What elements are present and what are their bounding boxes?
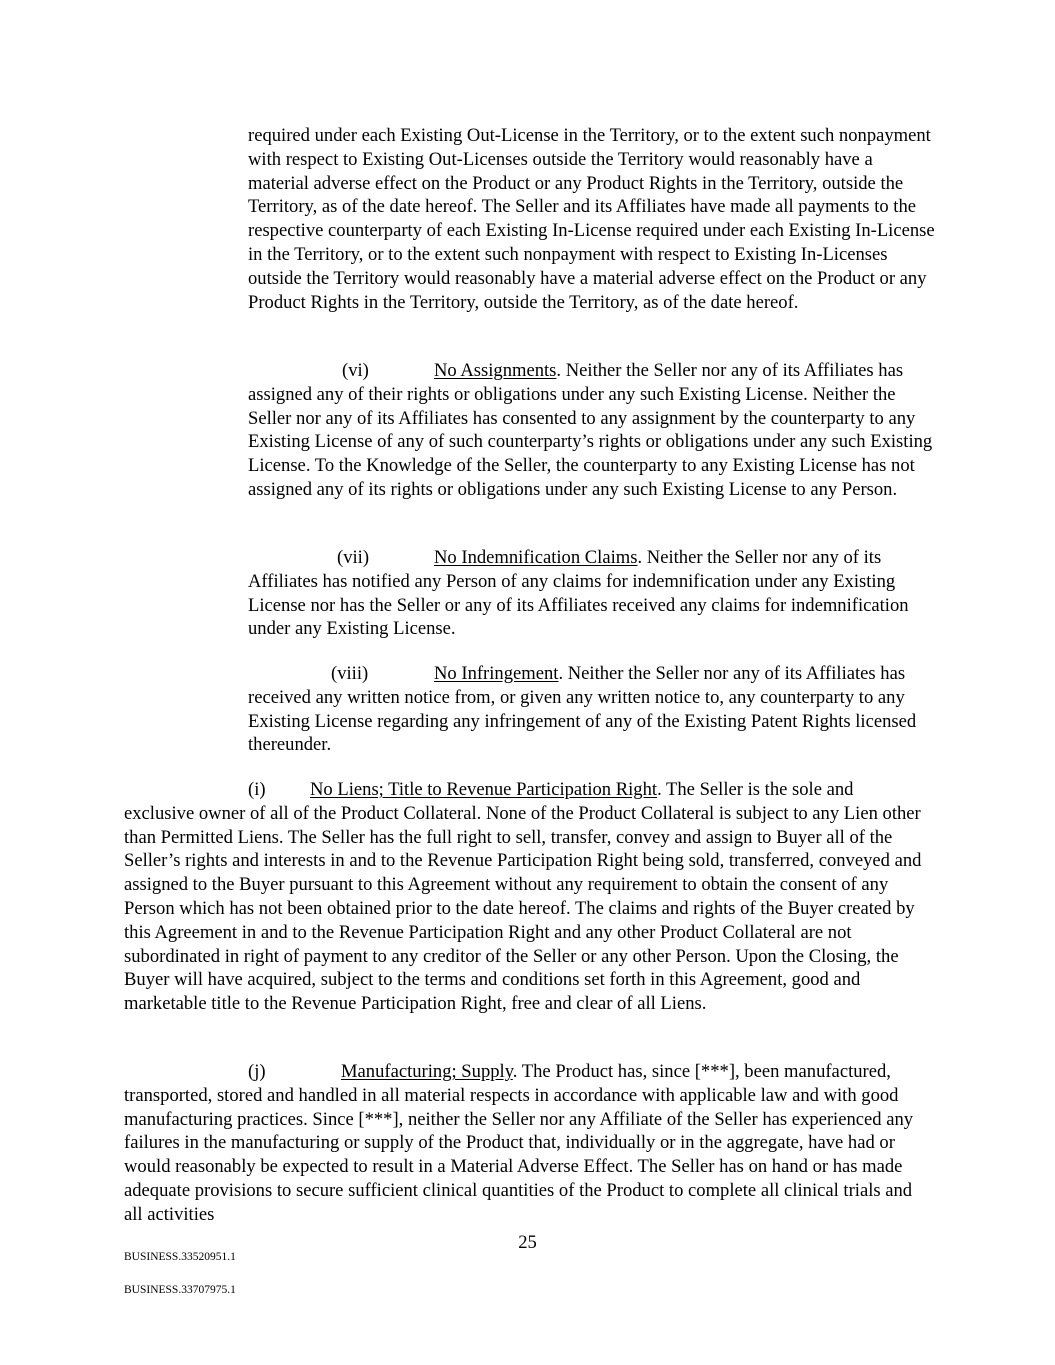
paragraph-i [124, 778, 926, 1016]
footer-doc-id-2: BUSINESS.33707975.1 [124, 1284, 236, 1296]
paragraph-vi [248, 359, 938, 502]
paragraph-j-text: . The Product has, since [***], been manufactured, transported, stored and handled in all material respects in accordance with applicable law and with good manufacturing practices. Since [***], neither the Seller nor any Affiliate of the Seller has experienced any failures in the manufacturing or supply of the Product that, individually or in the aggregate, have had or would reasonably be expected to result in a Material Adverse Effect. The Seller has on hand or has made adequate provisions to secure sufficient clinical quantities of the Product to complete all clinical trials and all activities [124, 1061, 914, 1225]
section-number-i: (i) [248, 779, 266, 800]
heading-no-infringement: No Infringement [434, 663, 559, 684]
page-number: 25 [518, 1232, 537, 1253]
section-number-j: (j) [248, 1061, 266, 1082]
paragraph-j [124, 1060, 926, 1227]
paragraph-vii [248, 546, 938, 641]
section-number-vii: (vii) [337, 547, 370, 568]
heading-no-assignments: No Assignments [434, 360, 557, 381]
paragraph-vii-text: . Neither the Seller nor any of its Affiliates has notified any Person of any claims for indemnification under any Existing License nor has the Seller or any of its Affiliates received any claims for indemnification under any Existing License. [248, 547, 909, 640]
paragraph-viii-text: . Neither the Seller nor any of its Affiliates has received any written notice from, or given any written notice to, any counterparty to any Existing License regarding any infringement of any of the Existing Patent Rights licensed thereunder. [248, 663, 917, 756]
paragraph-continued [248, 124, 938, 314]
paragraph-vi-text: . Neither the Seller nor any of its Affiliates has assigned any of their rights or obligations under any such Existing License. Neither the Seller nor any of its Affiliates has consented to any assignment by the counterparty to any Existing License of any of such counterparty’s rights or obligations under any such Existing License. To the Knowledge of the Seller, the counterparty to any Existing License has not assigned any of its rights or obligations under any such Existing License to any Person. [248, 360, 933, 500]
paragraph-i-text: . The Seller is the sole and exclusive owner of all of the Product Collateral. None of the Product Collateral is subject to any Lien other than Permitted Liens. The Seller has the full right to sell, transfer, convey and assign to Buyer all of the Seller’s rights and interests in and to the Revenue Participation Right being sold, transferred, conveyed and assigned to the Buyer pursuant to this Agreement without any requirement to obtain the consent of any Person which has not been obtained prior to the date hereof. The claims and rights of the Buyer created by this Agreement in and to the Revenue Participation Right and any other Product Collateral are not subordinated in right of payment to any creditor of the Seller or any other Person. Upon the Closing, the Buyer will have acquired, subject to the terms and conditions set forth in this Agreement, good and marketable title to the Revenue Participation Right, free and clear of all Liens. [124, 779, 922, 1015]
heading-no-liens-title: No Liens; Title to Revenue Participation Right [310, 779, 658, 800]
paragraph-viii [248, 662, 938, 757]
paragraph-continued-text: required under each Existing Out-License in the Territory, or to the extent such nonpayment with respect to Existing Out-Licenses outside the Territory would reasonably have a material adverse effect on the Product or any Product Rights in the Territory, outside the Territory, as of the date hereof. The Seller and its Affiliates have made all payments to the respective counterparty of each Existing In-License required under each Existing In-License in the Territory, or to the extent such nonpayment with respect to Existing In-Licenses outside the Territory would reasonably have a material adverse effect on the Product or any Product Rights in the Territory, outside the Territory, as of the date hereof. [248, 125, 935, 313]
heading-no-indemnification-claims: No Indemnification Claims [434, 547, 638, 568]
footer-doc-id-1: BUSINESS.33520951.1 [124, 1251, 236, 1263]
section-number-vi: (vi) [342, 360, 369, 381]
section-number-viii: (viii) [331, 663, 369, 684]
heading-manufacturing-supply: Manufacturing; Supply [341, 1061, 513, 1082]
